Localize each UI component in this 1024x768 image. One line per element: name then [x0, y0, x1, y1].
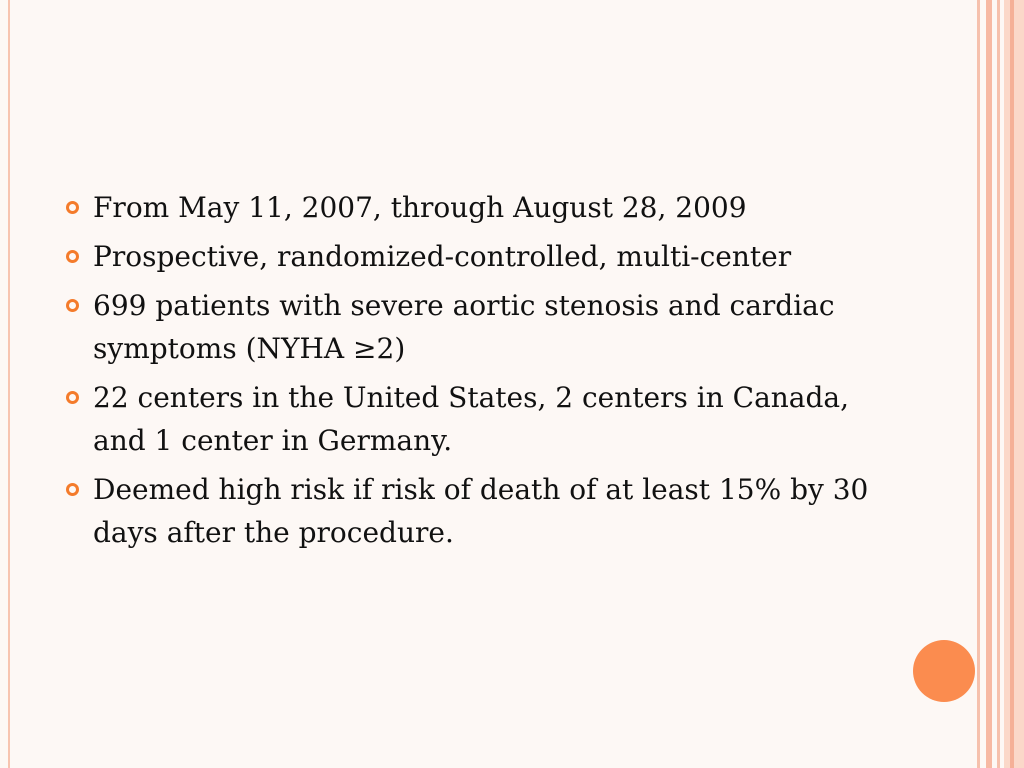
decorative-circle [913, 640, 975, 702]
bullet-ring-icon [66, 250, 79, 263]
left-border-line [8, 0, 10, 768]
bullet-list [62, 186, 882, 560]
bullet-text: Deemed high risk if risk of death of at least 15% by 30 days after the procedure. [93, 473, 869, 549]
bullet-ring-icon [66, 201, 79, 214]
bullet-ring-icon [66, 483, 79, 496]
bullet-text: 699 patients with severe aortic stenosis and cardiac symptoms (NYHA ≥2) [93, 289, 835, 365]
bullet-item-risk [62, 468, 882, 554]
right-stripe-2 [986, 0, 992, 768]
bullet-ring-icon [66, 391, 79, 404]
right-decorative-band [1004, 0, 1024, 768]
bullet-item-design [62, 235, 882, 278]
right-stripe-3 [997, 0, 1000, 768]
right-stripe-4 [1010, 0, 1014, 768]
bullet-text: 22 centers in the United States, 2 centers in Canada, and 1 center in Germany. [93, 381, 850, 457]
bullet-ring-icon [66, 299, 79, 312]
bullet-text: From May 11, 2007, through August 28, 2009 [93, 191, 747, 224]
right-stripe-1 [977, 0, 980, 768]
bullet-item-centers [62, 376, 882, 462]
bullet-text: Prospective, randomized-controlled, multi-center [93, 240, 792, 273]
bullet-item-patients [62, 284, 882, 370]
bullet-item-dates [62, 186, 882, 229]
